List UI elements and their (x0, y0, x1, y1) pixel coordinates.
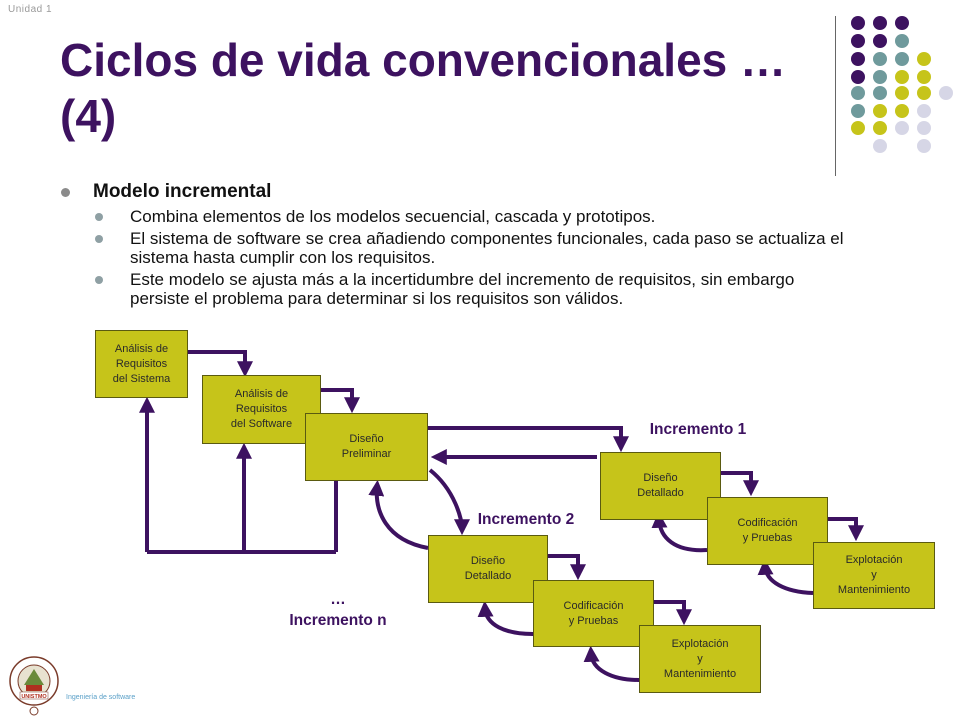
unit-label: Unidad 1 (8, 4, 53, 15)
bullet-heading: Modelo incremental (58, 180, 858, 204)
arrow-system-to-software (188, 352, 245, 370)
bullet-point-2: El sistema de software se crea añadiendo componentes funcionales, cada paso se actualiza el sistema hasta cumplir con los requisitos. (58, 229, 858, 267)
increment-2-label: Incremento 2 (477, 511, 575, 528)
increment-n-label: … Incremento n (289, 591, 387, 629)
footer-text: Ingeniería de software (66, 694, 136, 701)
box-inc1-coding-testing: Codificación y Pruebas (707, 497, 828, 565)
arrow-inc2-code-to-ops (654, 602, 684, 618)
arrow-inc1-ops-back (765, 566, 813, 593)
box-inc2-detailed-design: Diseño Detallado (428, 535, 548, 603)
arrow-software-to-prelim (321, 390, 352, 406)
arrow-inc2-ops-back (591, 653, 639, 680)
arrow-inc2-design-to-code (548, 556, 578, 573)
arrow-inc1-code-to-ops (828, 519, 856, 534)
slide-title: Ciclos de vida convencionales … (4) (60, 34, 787, 142)
box-inc2-coding-testing: Codificación y Pruebas (533, 580, 654, 647)
arrow-inc1-design-to-code (721, 473, 751, 489)
bullet-point-3: Este modelo se ajusta más a la incertidumbre del incremento de requisitos, sin embargo persiste el problema para determinar si los requisitos son válidos. (58, 270, 858, 308)
university-logo (8, 655, 60, 717)
logo-text: UNISTMO (21, 694, 47, 700)
box-preliminary-design: Diseño Preliminar (305, 413, 428, 481)
arrow-inc1-code-back (659, 519, 707, 550)
arrow-inc2-code-back (485, 608, 533, 634)
bullet-point-1: Combina elementos de los modelos secuencial, cascada y prototipos. (58, 207, 858, 226)
increment-1-label: Incremento 1 (649, 421, 747, 438)
arrow-inc2-back-to-prelim (377, 487, 428, 548)
arrow-prelim-to-inc1 (428, 428, 621, 445)
box-inc2-operation: Explotación y Mantenimiento (639, 625, 761, 693)
box-requirements-software: Análisis de Requisitos del Software (202, 375, 321, 444)
arrow-prelim-to-inc2 (430, 470, 462, 528)
box-inc1-detailed-design: Diseño Detallado (600, 452, 721, 520)
box-requirements-system: Análisis de Requisitos del Sistema (95, 330, 188, 398)
box-inc1-operation: Explotación y Mantenimiento (813, 542, 935, 609)
